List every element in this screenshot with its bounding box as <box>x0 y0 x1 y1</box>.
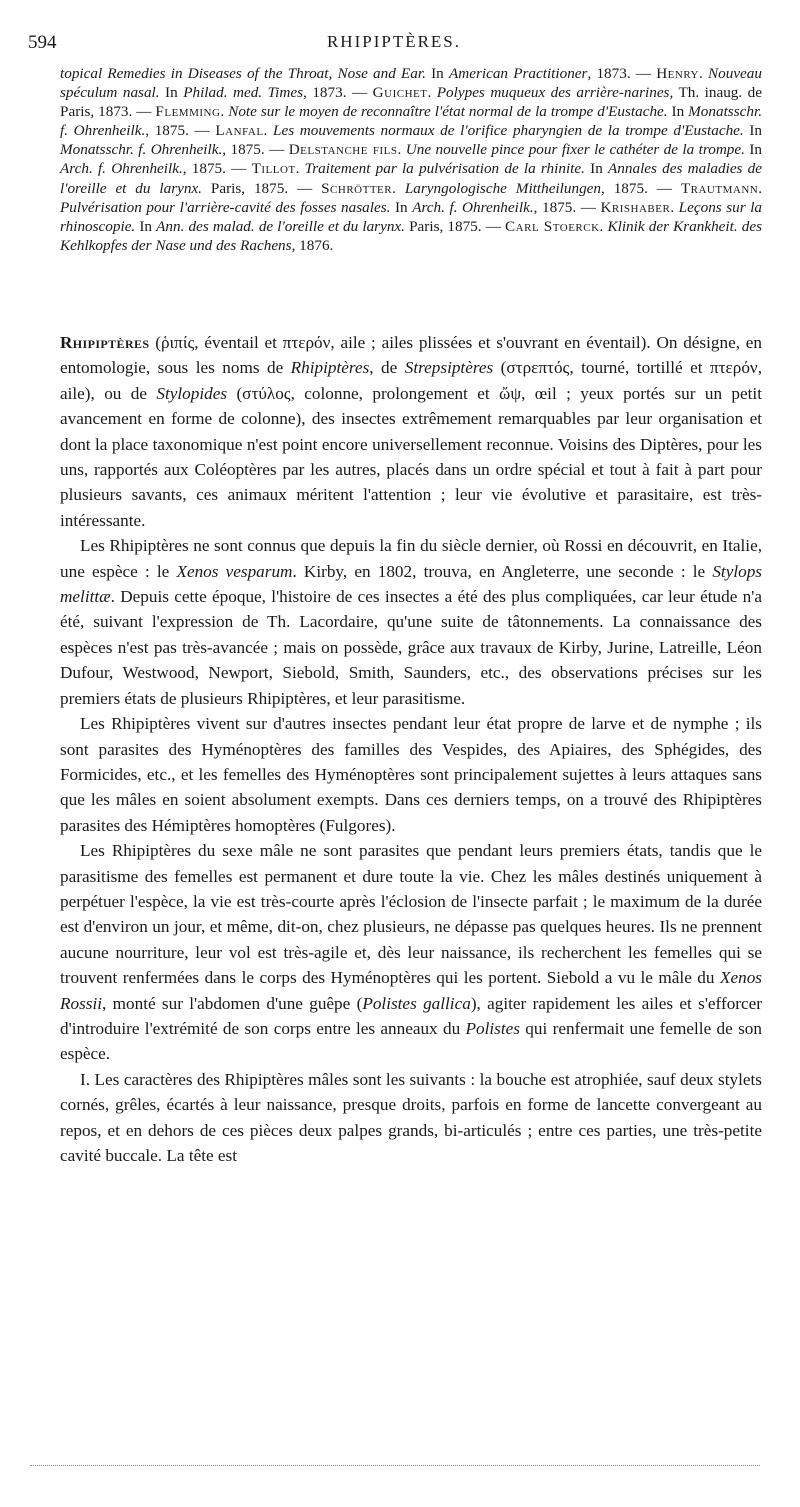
text-run: In <box>744 141 763 159</box>
text-run: Monatsschr. f. Ohrenheilk. <box>60 103 762 140</box>
text-run: American Practitioner <box>448 65 588 82</box>
text-run: In <box>425 65 449 82</box>
text-run: (στρεπτός, tourné, tortillé et πτερόν, aile), ou de <box>60 358 762 403</box>
text-run: , 1873. — <box>303 84 373 102</box>
text-run: Guichet <box>372 84 428 102</box>
text-run: Krishaber <box>600 198 671 216</box>
article-body <box>60 330 762 1168</box>
text-run: , monté sur l'abdomen d'une guêpe ( <box>102 993 363 1013</box>
text-run: Traitement par la pulvérisation de la rhinite. <box>304 160 585 178</box>
text-run: topical Remedies in Diseases of the Throat, Nose and Ear. <box>60 65 426 82</box>
bibliography-block <box>60 64 762 255</box>
text-run: Stylopides <box>156 383 228 403</box>
text-run: Paris, 1875. — <box>404 217 506 235</box>
page-number: 594 <box>28 32 57 53</box>
running-head: RHIPIPTÈRES. <box>326 32 462 51</box>
text-run: qui renfermait une femelle de son espèce. <box>60 1018 762 1064</box>
text-run: , 1875. — <box>222 141 289 159</box>
text-run: Les Rhipiptères du sexe mâle ne sont parasites que pendant leurs premiers états, tandis que le parasitisme des femelles est permanent et dure toute la vie. Chez les mâles destinés uniquement à perpétuer l'espèce, la vie est très-courte après l'éclosion de l'insecte parfait ; le maximum de la durée est d'environ un jour, et même, dit-on, chez plusieurs, ne dépasse pas quelques heures. Ils ne prennent aucune nourriture, leur vol est très-agile et, dès leur naissance, ils recherchent les femelles qui se trouvent renfermées dans le corps des Hyménoptères qui les portent. Siebold a vu le mâle du <box>60 841 762 988</box>
text-run: , 1875. — <box>182 160 252 178</box>
text-run: . <box>670 198 679 216</box>
text-run: . Depuis cette époque, l'histoire de ces insectes a été des plus compliquées, car leur étude n'a été, suivant l'expression de Th. Lacordaire, qu'une suite de tâtonnements. La connaissance des espèces n'est pas très-avancée ; mais on possède, grâce aux travaux de Kirby, Jurine, Latreille, Léon Dufour, Westwood, Newport, Siebold, Smith, Saunders, etc., des observations précises sur les premiers états de plusieurs Rhipiptères, et leur parasitisme. <box>60 587 762 708</box>
text-run: , 1876. <box>291 236 334 254</box>
text-run: , 1873. — <box>587 65 657 82</box>
text-run: Polypes muqueux des arrière-narines <box>436 84 670 102</box>
text-run: In <box>667 103 689 121</box>
text-run: Monatsschr. f. Ohrenheilk. <box>60 141 223 159</box>
text-run: Carl Stoerck <box>505 217 600 235</box>
text-run: Nouveau spéculum nasal. <box>60 65 762 102</box>
text-run: Trautmann <box>680 179 759 197</box>
text-run: . <box>699 65 708 82</box>
text-run: Annales des maladies de l'oreille et du larynx. <box>60 160 763 197</box>
text-run: Note sur le moyen de reconnaître l'état normal de la trompe d'Eustache. <box>228 103 668 121</box>
text-run: In <box>390 198 413 216</box>
footer-rule <box>30 1465 760 1466</box>
text-run: In <box>159 84 184 102</box>
text-run: Henry <box>656 65 699 82</box>
text-run: Tillot <box>251 160 296 178</box>
text-run: , Th. inaug. de Paris, 1873. — <box>60 84 763 121</box>
headword: Rhipiptères <box>60 333 150 352</box>
text-run: Arch. f. Ohrenheilk. <box>412 198 534 216</box>
text-run: Les mouvements normaux de l'orifice pharyngien de la trompe d'Eustache. <box>273 122 744 140</box>
text-run: . <box>397 141 406 159</box>
text-run: , de <box>369 358 405 378</box>
text-run: Polistes gallica <box>362 993 471 1013</box>
text-run: . <box>263 122 274 140</box>
text-run: Les Rhipiptères vivent sur d'autres insectes pendant leur état propre de larve et de nymphe ; ils sont parasites des Hyménoptères des familles des Vespides, des Apiaires, des Sphégides, des Formicides, etc., et les femelles des Hyménoptères sont principalement sujettes à leurs attaques sans que les mâles en soient absolument exempts. Dans ces derniers temps, on a trouvé des Rhipiptères parasites des Hémiptères homoptères (Fulgores). <box>60 714 762 835</box>
text-run: Laryngologische Mittheilungen <box>404 179 602 197</box>
text-run: . Kirby, en 1802, trouva, en Angleterre, une seconde : le <box>292 561 713 581</box>
text-run: Philad. med. Times <box>183 84 304 102</box>
text-run: Rhipiptères <box>290 358 370 378</box>
text-run: Flemming <box>155 103 221 121</box>
text-run: Stylops melittæ <box>60 561 762 607</box>
text-run: In <box>743 122 763 140</box>
text-run: . <box>758 179 763 197</box>
text-run: Arch. f. Ohrenheilk. <box>60 160 183 178</box>
text-run: , 1875. — <box>145 122 216 140</box>
text-run: Schrötter <box>321 179 393 197</box>
article-paragraph <box>60 330 762 533</box>
text-run: In <box>584 160 609 178</box>
text-run: Paris, 1875. — <box>201 179 322 197</box>
text-run: ), agiter rapidement les ailes et s'efforcer d'introduire l'extrémité de son corps entre les anneaux du <box>60 993 762 1038</box>
text-run: , 1875. — <box>601 179 681 197</box>
page-header <box>28 32 760 54</box>
text-run: Delstanche fils <box>288 141 398 159</box>
text-run: I. Les caractères des Rhipiptères mâles sont les suivants : la bouche est atrophiée, sauf deux stylets cornés, grêles, écartés à leur naissance, presque droits, parfois en forme de lancette convergeant au repos, et en dehors de ces pièces deux palpes grands, bi-articulés ; entre ces parties, une très-petite cavité buccale. La tête est <box>60 1069 762 1165</box>
text-run: Xenos Rossii <box>60 968 762 1013</box>
text-run: . <box>392 179 405 197</box>
text-run: Ann. des malad. de l'oreille et du larynx. <box>156 217 405 235</box>
text-run: Pulvérisation pour l'arrière-cavité des fosses nasales. <box>60 198 391 216</box>
text-run: . <box>427 84 437 102</box>
text-run: Lanfal <box>215 122 264 140</box>
text-run: , 1875. — <box>533 198 601 216</box>
text-run: Strepsiptères <box>404 358 494 378</box>
article-paragraph <box>60 533 762 711</box>
text-run: Polistes <box>465 1018 520 1038</box>
text-run: (ῥιπίς, éventail et πτερόν, aile ; ailes plissées et s'ouvrant en éventail). On désigne, en entomologie, sous les noms de <box>60 333 762 378</box>
text-run: . <box>220 103 229 121</box>
text-run: (στύλος, colonne, prolongement et ὤψ, œil ; yeux portés sur un petit avancement en forme de colonne), des insectes extrêmement remarquables par leur organisation et dont la place taxonomique n'est point encore universellement reconnue. Voisins des Diptères, pour les uns, rapportés aux Coléoptères par les autres, placés dans un ordre spécial et tout à fait à part pour plusieurs savants, ces animaux méritent l'attention ; leur vie évolutive et parasitaire, est très-intéressante. <box>60 383 762 530</box>
text-run: Leçons sur la rhinoscopie. <box>60 198 763 235</box>
text-run: In <box>135 217 157 235</box>
article-paragraph <box>60 711 762 838</box>
article-paragraph <box>60 838 762 1067</box>
text-run: . <box>295 160 305 178</box>
text-run: . <box>599 217 608 235</box>
text-run: Xenos vesparum <box>176 561 293 581</box>
text-run: Klinik der Krankheit. des Kehlkopfes der Nase und des Rachens <box>60 217 763 254</box>
text-run: Les Rhipiptères ne sont connus que depuis la fin du siècle dernier, où Rossi en découvrit, en Italie, une espèce : le <box>60 536 762 581</box>
text-run: Une nouvelle pince pour fixer le cathéter de la trompe. <box>405 141 745 159</box>
article-paragraph <box>60 1067 762 1169</box>
